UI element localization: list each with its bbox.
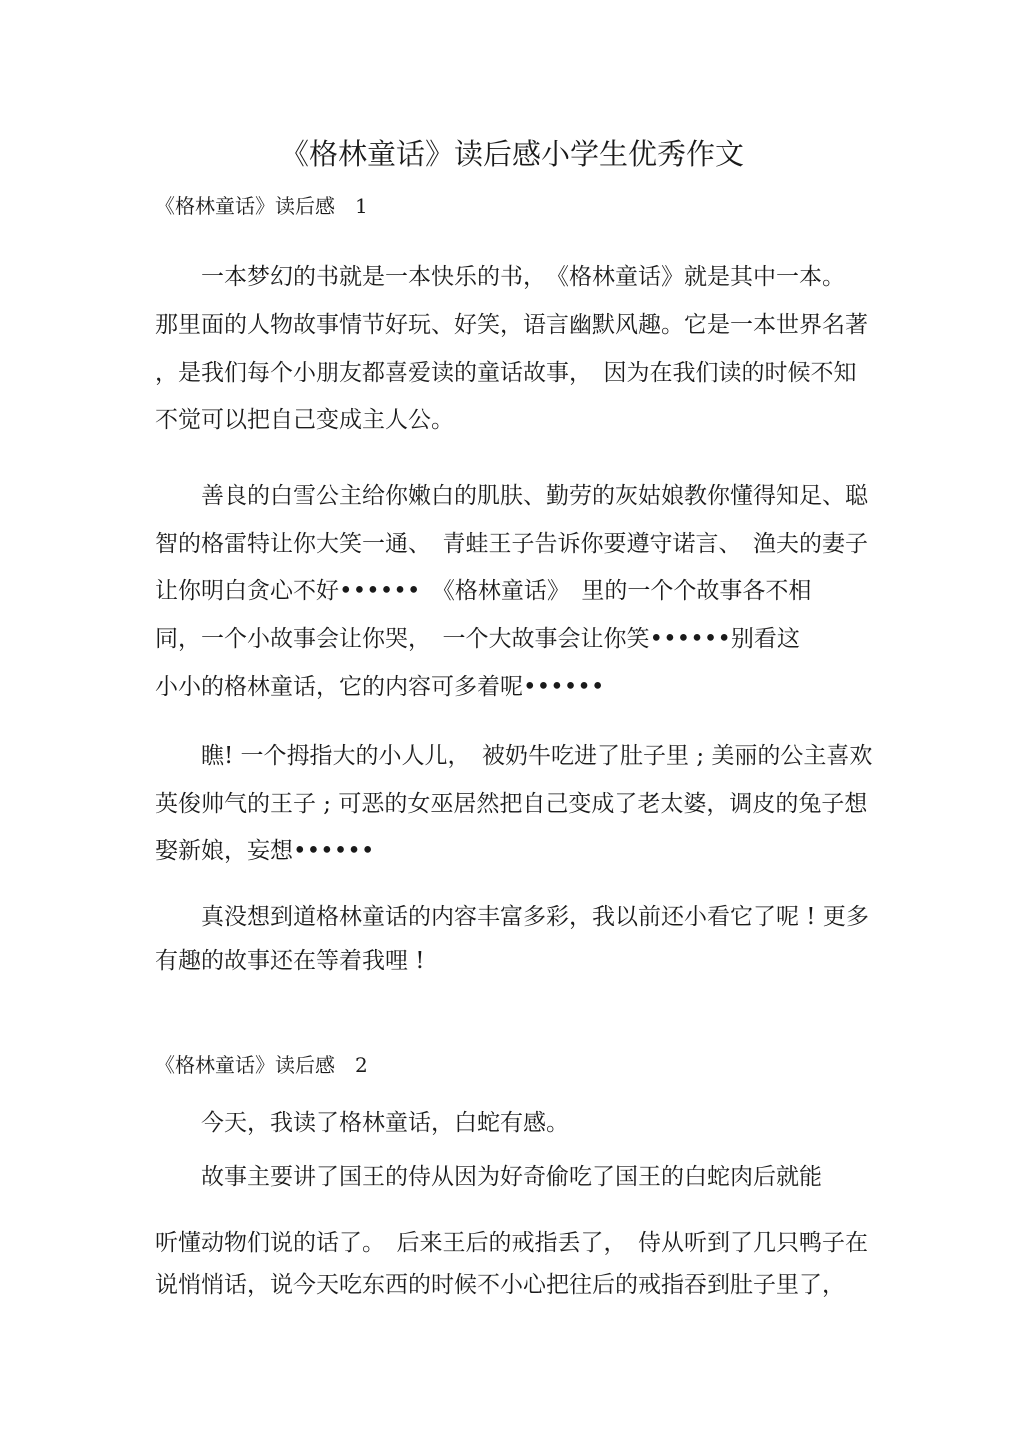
paragraph-2-line-3: 让你明白贪心不好•••••• 《格林童话》 里的一个个故事各不相 — [155, 578, 812, 604]
paragraph-2-line-1: 善良的白雪公主给你嫩白的肌肤、勤劳的灰姑娘教你懂得知足、聪 — [155, 483, 868, 509]
paragraph-1-line-2: 那里面的人物故事情节好玩、好笑，语言幽默风趣。它是一本世界名著 — [155, 312, 868, 338]
section-heading-2: 《格林童话》读后感 2 — [155, 1053, 368, 1077]
paragraph-1-line-1: 一本梦幻的书就是一本快乐的书， 《格林童话》就是其中一本。 — [155, 264, 845, 290]
paragraph-4-line-2: 有趣的故事还在等着我哩 ! — [155, 948, 425, 974]
section-heading-1: 《格林童话》读后感 1 — [155, 194, 368, 218]
page-title: 《格林童话》读后感小学生优秀作文 — [279, 137, 744, 171]
paragraph-6: 故事主要讲了国王的侍从因为好奇偷吃了国王的白蛇肉后就能 — [155, 1164, 822, 1190]
paragraph-1-line-3: ，是我们每个小朋友都喜爱读的童话故事， 因为在我们读的时候不知 — [155, 360, 857, 386]
paragraph-7-line-2: 说悄悄话，说今天吃东西的时候不小心把往后的戒指吞到肚子里了， — [155, 1272, 845, 1298]
paragraph-3-line-1: 瞧! 一个拇指大的小人儿， 被奶牛吃进了肚子里 ; 美丽的公主喜欢 — [155, 743, 873, 769]
paragraph-5: 今天，我读了格林童话，白蛇有感。 — [155, 1110, 569, 1136]
paragraph-2-line-4: 同，一个小故事会让你哭， 一个大故事会让你笑••••••别看这 — [155, 626, 800, 652]
paragraph-3-line-3: 娶新娘，妄想•••••• — [155, 838, 375, 864]
paragraph-7-line-1: 听懂动物们说的话了。 后来王后的戒指丢了， 侍从听到了几只鸭子在 — [155, 1230, 868, 1256]
paragraph-2-line-2: 智的格雷特让你大笑一通、 青蛙王子告诉你要遵守诺言、 渔夫的妻子 — [155, 531, 868, 557]
paragraph-2-line-5: 小小的格林童话，它的内容可多着呢•••••• — [155, 674, 605, 700]
paragraph-4-line-1: 真没想到道格林童话的内容丰富多彩，我以前还小看它了呢 ! 更多 — [155, 904, 869, 930]
paragraph-1-line-4: 不觉可以把自己变成主人公。 — [155, 407, 454, 433]
paragraph-3-line-2: 英俊帅气的王子 ; 可恶的女巫居然把自己变成了老太婆，调皮的兔子想 — [155, 791, 868, 817]
